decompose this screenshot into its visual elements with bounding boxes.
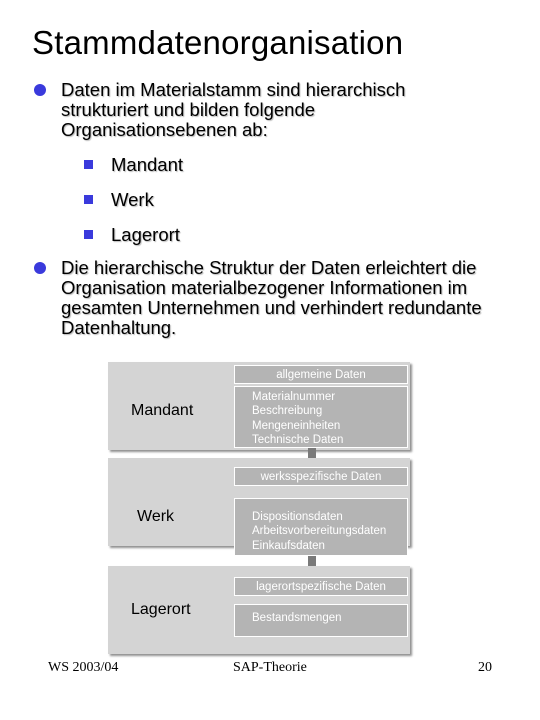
bullet-1-text (61, 80, 531, 140)
data-box-mandant (234, 386, 408, 448)
data-box-lagerort (234, 604, 408, 637)
bullet-1-line-1: Daten im Materialstamm sind hierarchisch (61, 79, 406, 100)
bullet-1-line-2: strukturiert und bilden folgende (61, 99, 316, 120)
bullet-2-text (61, 258, 531, 338)
bullet-2-line-2: Organisation materialbezogener Informationen im (61, 277, 468, 298)
data-item: Technische Daten (252, 434, 344, 447)
sub-bullet-square (84, 195, 93, 204)
data-item: Einkaufsdaten (252, 539, 325, 552)
data-item: Dispositionsdaten (252, 511, 343, 523)
bullet-dot (34, 84, 46, 96)
footer-semester: WS 2003/04 (48, 660, 119, 675)
bullet-2-line-3: gesamten Unternehmen und verhindert redundante (61, 297, 482, 318)
footer-course: SAP-Theorie (233, 660, 307, 675)
header-allgemeine-daten: allgemeine Daten (234, 365, 408, 384)
data-item: Bestandsmengen (252, 612, 342, 624)
bullet-2-line-1: Die hierarchische Struktur der Daten erleichtert die (61, 257, 477, 278)
sub-item-mandant: Mandant (111, 154, 183, 175)
data-box-werk (234, 498, 408, 556)
level-label-lagerort: Lagerort (131, 601, 191, 618)
data-item: Mengeneinheiten (252, 419, 341, 432)
footer-page-number: 20 (478, 660, 492, 675)
data-item: Arbeitsvorbereitungsdaten (252, 525, 387, 538)
data-item: Beschreibung (252, 405, 323, 418)
sub-item-werk: Werk (111, 189, 154, 210)
bullet-dot (34, 262, 46, 274)
bullet-1-line-3: Organisationsebenen ab: (61, 119, 268, 140)
slide-title: Stammdatenorganisation (32, 24, 404, 61)
header-werksspezifische-daten: werksspezifische Daten (234, 467, 408, 486)
sub-bullet-square (84, 160, 93, 169)
bullet-2-line-4: Datenhaltung. (61, 317, 177, 338)
data-item: Materialnummer (252, 391, 336, 403)
level-label-werk: Werk (137, 508, 175, 525)
sub-bullet-square (84, 230, 93, 239)
level-label-mandant: Mandant (131, 402, 194, 419)
sub-item-lagerort: Lagerort (111, 224, 180, 245)
header-lagerortspezifische-daten: lagerortspezifische Daten (234, 577, 408, 596)
